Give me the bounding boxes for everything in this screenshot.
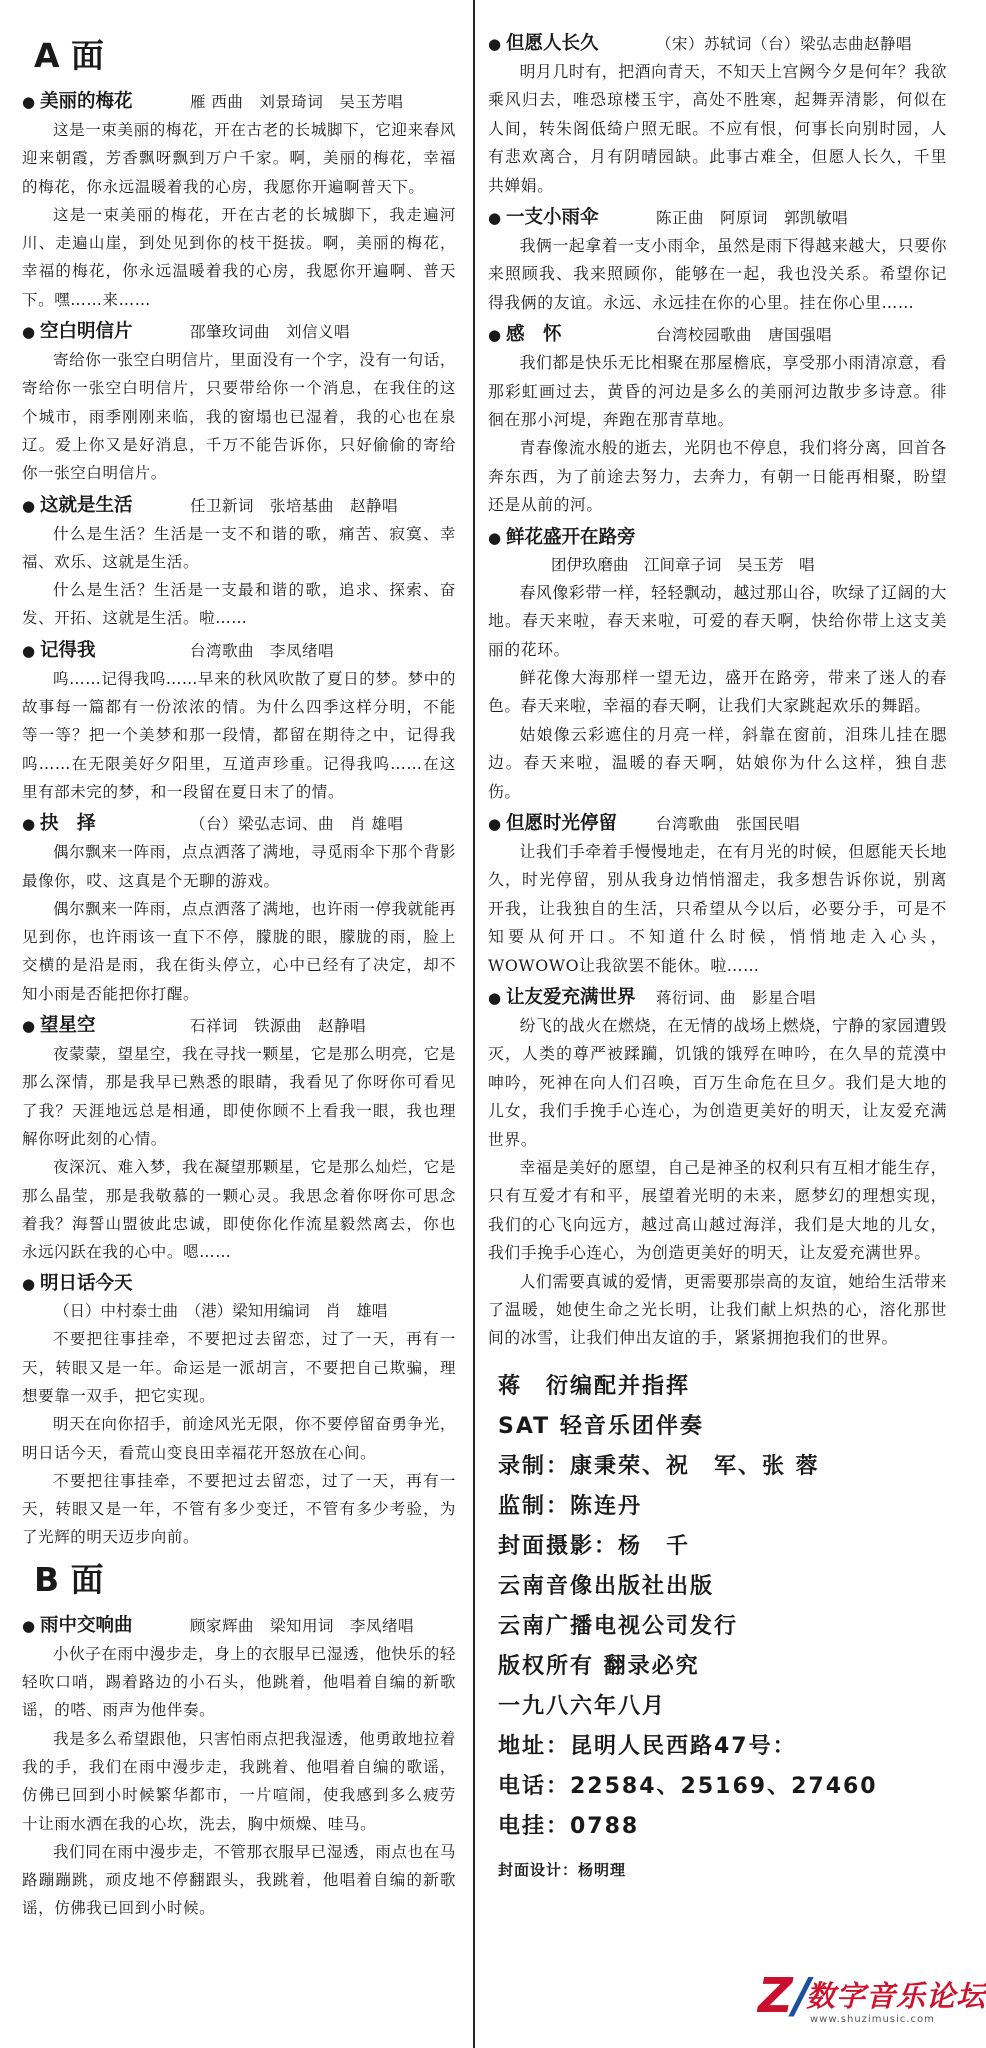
production-credits — [488, 1367, 947, 1880]
side-b-song-list-right — [488, 30, 947, 1353]
song-entry — [488, 984, 947, 1353]
lyric-paragraph: 幸福是美好的愿望，自己是神圣的权利只有互相才能生存，只有互爱才有和平，展望着光明的未来，愿梦幻的理想实现，我们的心飞向远方，越过高山越过海洋，我们是大地的儿女，我们手挽手心连心，为创造更美好的明天，让友爱充满世界。 — [488, 1158, 947, 1263]
song-entry — [488, 810, 947, 980]
song-header — [488, 204, 947, 232]
lyric-paragraph: 呜……记得我呜……早来的秋风吹散了夏日的梦。梦中的故事每一篇都有一份浓浓的情。为什么四季这样分明，不能等一等？把一个美梦和那一段情，都留在期待之中，记得我呜……在无限美好夕阳里，互道声珍重。记得我呜……在这里有部未完的梦，和一段留在夏日末了的情。 — [22, 669, 456, 801]
song-header — [22, 1012, 456, 1040]
forum-logo — [758, 1968, 986, 2038]
song-entry — [22, 1012, 456, 1266]
lyric-paragraph: 什么是生活？生活是一支不和谐的歌，痛苦、寂寞、幸福、欢乐、这就是生活。 — [22, 524, 456, 571]
lyric-paragraph: 不要把往事挂牵，不要把过去留恋，过了一天，再有一天，转眼又是一年，不管有多少变迁，不管有多少考验，为了光辉的明天迈步向前。 — [22, 1471, 456, 1547]
lyric-paragraph: 偶尔飘来一阵雨，点点洒落了满地，也许雨一停我就能再见到你，也许雨该一直下不停，朦胧的眼，朦胧的雨，脸上交横的是沿是雨，我在街头停立，心中已经有了决定，却不知小雨是否能把你打醒。 — [22, 899, 456, 1003]
song-credit: 蒋衍词、曲 影星合唱 — [656, 988, 817, 1007]
song-credit-line: （日）中村泰士曲 （港）梁知用编词 肖 雄唱 — [54, 1302, 388, 1321]
lyric-paragraph: 小伙子在雨中漫步走，身上的衣服早已湿透，他快乐的轻轻吹口哨，踢着路边的小石头，他跳着，他唱着自编的新歌谣，的嗒、雨声为他伴奏。 — [22, 1644, 456, 1720]
song-entry — [22, 88, 456, 314]
song-credit: 台湾歌曲 张国民唱 — [656, 814, 801, 833]
song-credit: （宋）苏轼词（台）梁弘志曲赵静唱 — [656, 35, 913, 53]
song-title: 但愿人长久 — [506, 33, 599, 54]
song-entry — [488, 524, 947, 806]
bullet-icon: ● — [22, 93, 36, 111]
lyric-paragraph: 夜深沉、难入梦，我在凝望那颗星，它是那么灿烂，它是那么晶莹，那是我敬慕的一颗心灵。我思念着你呀你可思念着我？海誓山盟彼此忠诚，即使你化作流星毅然离去，你也永远闪跃在我的心中。嗯…… — [22, 1158, 456, 1262]
lyric-paragraph: 纷飞的战火在燃烧，在无情的战场上燃烧，宁静的家园遭毁灭，人类的尊严被蹂躏，饥饿的饿殍在呻吟，在久旱的荒漠中呻吟，死神在向人们召唤，百万生命危在旦夕。我们是大地的儿女，我们手挽手心连心，为创造更美好的明天，让友爱充满世界。 — [488, 1015, 947, 1149]
side-a-song-list — [22, 88, 456, 1552]
song-title: 一支小雨伞 — [506, 207, 599, 229]
lyric-paragraph: 不要把往事挂牵，不要把过去留恋，过了一天，再有一天，转眼又是一年。命运是一派胡言，不要把自己欺骗，理想要靠一双手，把它实现。 — [22, 1330, 456, 1405]
bullet-icon: ● — [488, 35, 502, 53]
cover-design-credit: 封面设计：杨明理 — [498, 1860, 627, 1879]
side-b-song-list-left — [22, 1612, 456, 1923]
production-line: 封面摄影：杨 千 — [498, 1533, 691, 1559]
song-credit: 石祥词 铁源曲 赵静唱 — [190, 1017, 367, 1036]
song-entry — [488, 30, 947, 200]
bullet-icon: ● — [22, 1017, 36, 1036]
song-credit: 台湾校园歌曲 唐国强唱 — [656, 326, 833, 345]
song-credit: 任卫新词 张培基曲 赵静唱 — [190, 496, 399, 515]
logo-mark-icon: Z/ — [758, 1968, 811, 2024]
production-lines — [498, 1367, 947, 1847]
song-title: 让友爱充满世界 — [506, 986, 636, 1008]
lyric-paragraph: 什么是生活？生活是一支最和谐的歌，追求、探索、奋发、开拓、这就是生活。啦…… — [22, 581, 456, 628]
lyric-paragraph: 我们同在雨中漫步走，不管那衣服早已湿透，雨点也在马路蹦蹦跳，顽皮地不停翻跟头，我跳着，他唱着自编的新歌谣，仿佛我已回到小时候。 — [22, 1842, 456, 1918]
lyric-paragraph: 明月几时有，把酒向青天，不知天上宫阙今夕是何年？我欲乘风归去，唯恐琼楼玉宇，高处不胜寒，起舞弄清影，何似在人间，转朱阁低绮户照无眠。不应有恨，何事长向别时园，人有悲欢离合，月有阴晴园缺。此事古难全，但愿人长久，千里共婵娟。 — [488, 62, 947, 195]
bullet-icon: ● — [22, 323, 36, 342]
song-credit: 陈正曲 阿原词 郭凯敏唱 — [656, 209, 849, 228]
song-credit-line: 团伊玖磨曲 江间章子词 吴玉芳 唱 — [520, 555, 815, 574]
lyric-paragraph: 姑娘像云彩遮住的月亮一样，斜靠在窗前，泪珠儿挂在腮边。春天来啦，温暖的春天啊，姑娘你为什么这样，独自悲伤。 — [488, 724, 947, 801]
bullet-icon: ● — [22, 1275, 36, 1294]
song-header — [22, 810, 456, 838]
song-entry — [22, 1270, 456, 1551]
production-line: 地址：昆明人民西路47号： — [498, 1733, 797, 1759]
song-title: 美丽的梅花 — [40, 91, 133, 112]
bullet-icon: ● — [488, 209, 502, 228]
song-title: 空白明信片 — [40, 321, 133, 343]
logo-url: www.shuzimusic.com — [810, 2014, 935, 2025]
song-entry — [22, 1612, 456, 1923]
lyric-paragraph: 偶尔飘来一阵雨，点点洒落了满地，寻觅雨伞下那个背影最像你，哎、这真是个无聊的游戏。 — [22, 843, 456, 890]
lyric-paragraph: 让我们手牵着手慢慢地走，在有月光的时候，但愿能天长地久，时光停留，别从我身边悄悄溜走，我多想告诉你说，别离开我，让我独自的生活，只希望从今以后，必要分手，可是不知要从何开口。不知道什么时候，悄悄地走入心头，WOWOWO让我欲罢不能休。啦…… — [488, 841, 947, 975]
song-header — [22, 492, 456, 520]
song-header — [22, 318, 456, 346]
song-header — [488, 984, 947, 1012]
side-a-heading: A 面 — [34, 36, 105, 75]
song-header — [488, 810, 947, 838]
song-title: 记得我 — [40, 639, 96, 661]
bullet-icon: ● — [488, 988, 502, 1007]
song-entry — [22, 318, 456, 487]
bullet-icon: ● — [488, 814, 502, 833]
song-header — [488, 321, 947, 349]
song-header — [22, 637, 456, 665]
production-line: 版权所有 翻录必究 — [498, 1653, 700, 1679]
song-credit: 台湾歌曲 李凤绪唱 — [190, 641, 335, 660]
bullet-icon: ● — [22, 815, 36, 834]
song-header — [22, 88, 456, 116]
song-credit: 雁 西曲 刘景琦词 吴玉芳唱 — [190, 93, 404, 111]
song-title: 抉 择 — [40, 813, 96, 835]
song-title: 这就是生活 — [40, 494, 133, 516]
lyric-paragraph: 我是多么希望跟他，只害怕雨点把我湿透，他勇敢地拉着我的手，我们在雨中漫步走，我跳着、他唱着自编的歌谣，仿佛已回到小时候繁华都市，一片喧闹，使我感到多么疲劳十让雨水洒在我的心坎，洗去，胸中烦燥、哇马。 — [22, 1729, 456, 1833]
side-a-column — [0, 0, 466, 2048]
song-title: 感 怀 — [506, 324, 562, 346]
lyric-paragraph: 青春像流水般的逝去，光阴也不停息，我们将分离，回首各奔东西，为了前途去努力，去奔力，有朝一日能再相聚，盼望还是从前的河。 — [488, 438, 947, 515]
song-header — [488, 30, 947, 58]
bullet-icon: ● — [22, 1616, 36, 1635]
song-title: 雨中交响曲 — [40, 1614, 133, 1636]
column-divider — [473, 0, 475, 2048]
lyric-paragraph: 春风像彩带一样，轻轻飘动，越过那山谷，吹绿了辽阔的大地。春天来啦，春天来啦，可爱的春天啊，快给你带上这支美丽的花环。 — [488, 582, 947, 659]
production-line: 录制：康秉荣、祝 军、张 蓉 — [498, 1453, 820, 1479]
lyric-paragraph: 鲜花像大海那样一望无边，盛开在路旁，带来了迷人的春色。春天来啦，幸福的春天啊，让我们大家跳起欢乐的舞蹈。 — [488, 667, 947, 716]
production-line: 电话：22584、25169、27460 — [498, 1773, 878, 1799]
lyric-paragraph: 这是一束美丽的梅花，开在古老的长城脚下，我走遍河川、走遍山崖，到处见到你的枝干挺拔。啊，美丽的梅花，幸福的梅花，你永远温暖着我的心房，我愿你开遍啊、普天下。嘿……来…… — [22, 205, 456, 309]
production-line: 云南音像出版社出版 — [498, 1573, 715, 1599]
production-line: SAT 轻音乐团伴奏 — [498, 1413, 704, 1439]
production-line: 监制：陈连丹 — [498, 1493, 643, 1519]
song-title: 明日话今天 — [40, 1273, 133, 1295]
song-title: 鲜花盛开在路旁 — [506, 526, 636, 548]
logo-text: 数字音乐论坛 — [806, 1979, 986, 2013]
song-entry — [22, 492, 456, 633]
lyric-paragraph: 人们需要真诚的爱情，更需要那崇高的友谊，她给生活带来了温暖，她使生命之光长明，让我们献上炽热的心，溶化那世间的冰雪，让我们伸出友谊的手，紧紧拥抱我们的世界。 — [488, 1271, 947, 1348]
lyric-paragraph: 寄给你一张空白明信片，里面没有一个字，没有一句话，寄给你一张空白明信片，只要带给你一个消息，在我住的这个城市，雨季刚刚来临，我的窗塌也已湿着，我的心也在泉辽。爱上你又是好消息，千万不能告诉你，只好偷偷的寄给你一张空白明信片。 — [22, 351, 456, 483]
production-line: 一九八六年八月 — [498, 1693, 667, 1719]
bullet-icon: ● — [22, 641, 36, 660]
lyric-paragraph: 明天在向你招手，前途风光无限，你不要停留奋勇争光，明日话今天，看荒山变良田幸福花开怒放在心间。 — [22, 1415, 456, 1462]
song-credit: 邵肇玫词曲 刘信义唱 — [190, 323, 351, 342]
production-line: 电挂：0788 — [498, 1813, 640, 1839]
song-title: 望星空 — [40, 1015, 96, 1037]
song-entry — [488, 321, 947, 519]
production-line: 蒋 衍编配并指挥 — [498, 1373, 691, 1399]
lyric-paragraph: 我们都是快乐无比相聚在那屋檐底，享受那小雨清凉意，看那彩虹画过去，黄昏的河边是多么的美丽河边散步多诗意。徘徊在那小河堤，奔跑在那青草地。 — [488, 353, 947, 430]
song-entry — [22, 637, 456, 806]
song-entry — [22, 810, 456, 1008]
song-entry — [488, 204, 947, 317]
song-credit: （台）梁弘志词、曲 肖 雄唱 — [190, 815, 404, 834]
song-header — [22, 1612, 456, 1640]
bullet-icon: ● — [488, 528, 502, 547]
side-b-heading: B 面 — [34, 1559, 104, 1599]
side-b-column — [480, 0, 959, 2048]
lyric-paragraph: 夜蒙蒙，望星空，我在寻找一颗星，它是那么明亮，它是那么深情，那是我早已熟悉的眼睛，我看见了你呀你可看见了我？天涯地远总是相通，即使你顾不上看我一眼，我也理解你呀此刻的心情。 — [22, 1045, 456, 1148]
bullet-icon: ● — [22, 496, 36, 515]
song-header — [488, 524, 947, 552]
production-line: 云南广播电视公司发行 — [498, 1613, 739, 1639]
bullet-icon: ● — [488, 326, 502, 345]
song-credit: 顾家辉曲 梁知用词 李凤绪唱 — [190, 1616, 415, 1635]
song-header — [22, 1270, 456, 1298]
lyric-paragraph: 我俩一起拿着一支小雨伞，虽然是雨下得越来越大，只要你来照顾我、我来照顾你，能够在一起，我也没关系。希望你记得我俩的友谊。永远、永远挂在你的心里。挂在你心里…… — [488, 236, 947, 312]
lyric-paragraph: 这是一束美丽的梅花，开在古老的长城脚下，它迎来春风迎来朝霞，芳香飘呀飘到万户千家。啊，美丽的梅花，幸福的梅花，你永远温暖着我的心房，我愿你开遍啊普天下。 — [22, 121, 456, 196]
song-title: 但愿时光停留 — [506, 812, 618, 834]
